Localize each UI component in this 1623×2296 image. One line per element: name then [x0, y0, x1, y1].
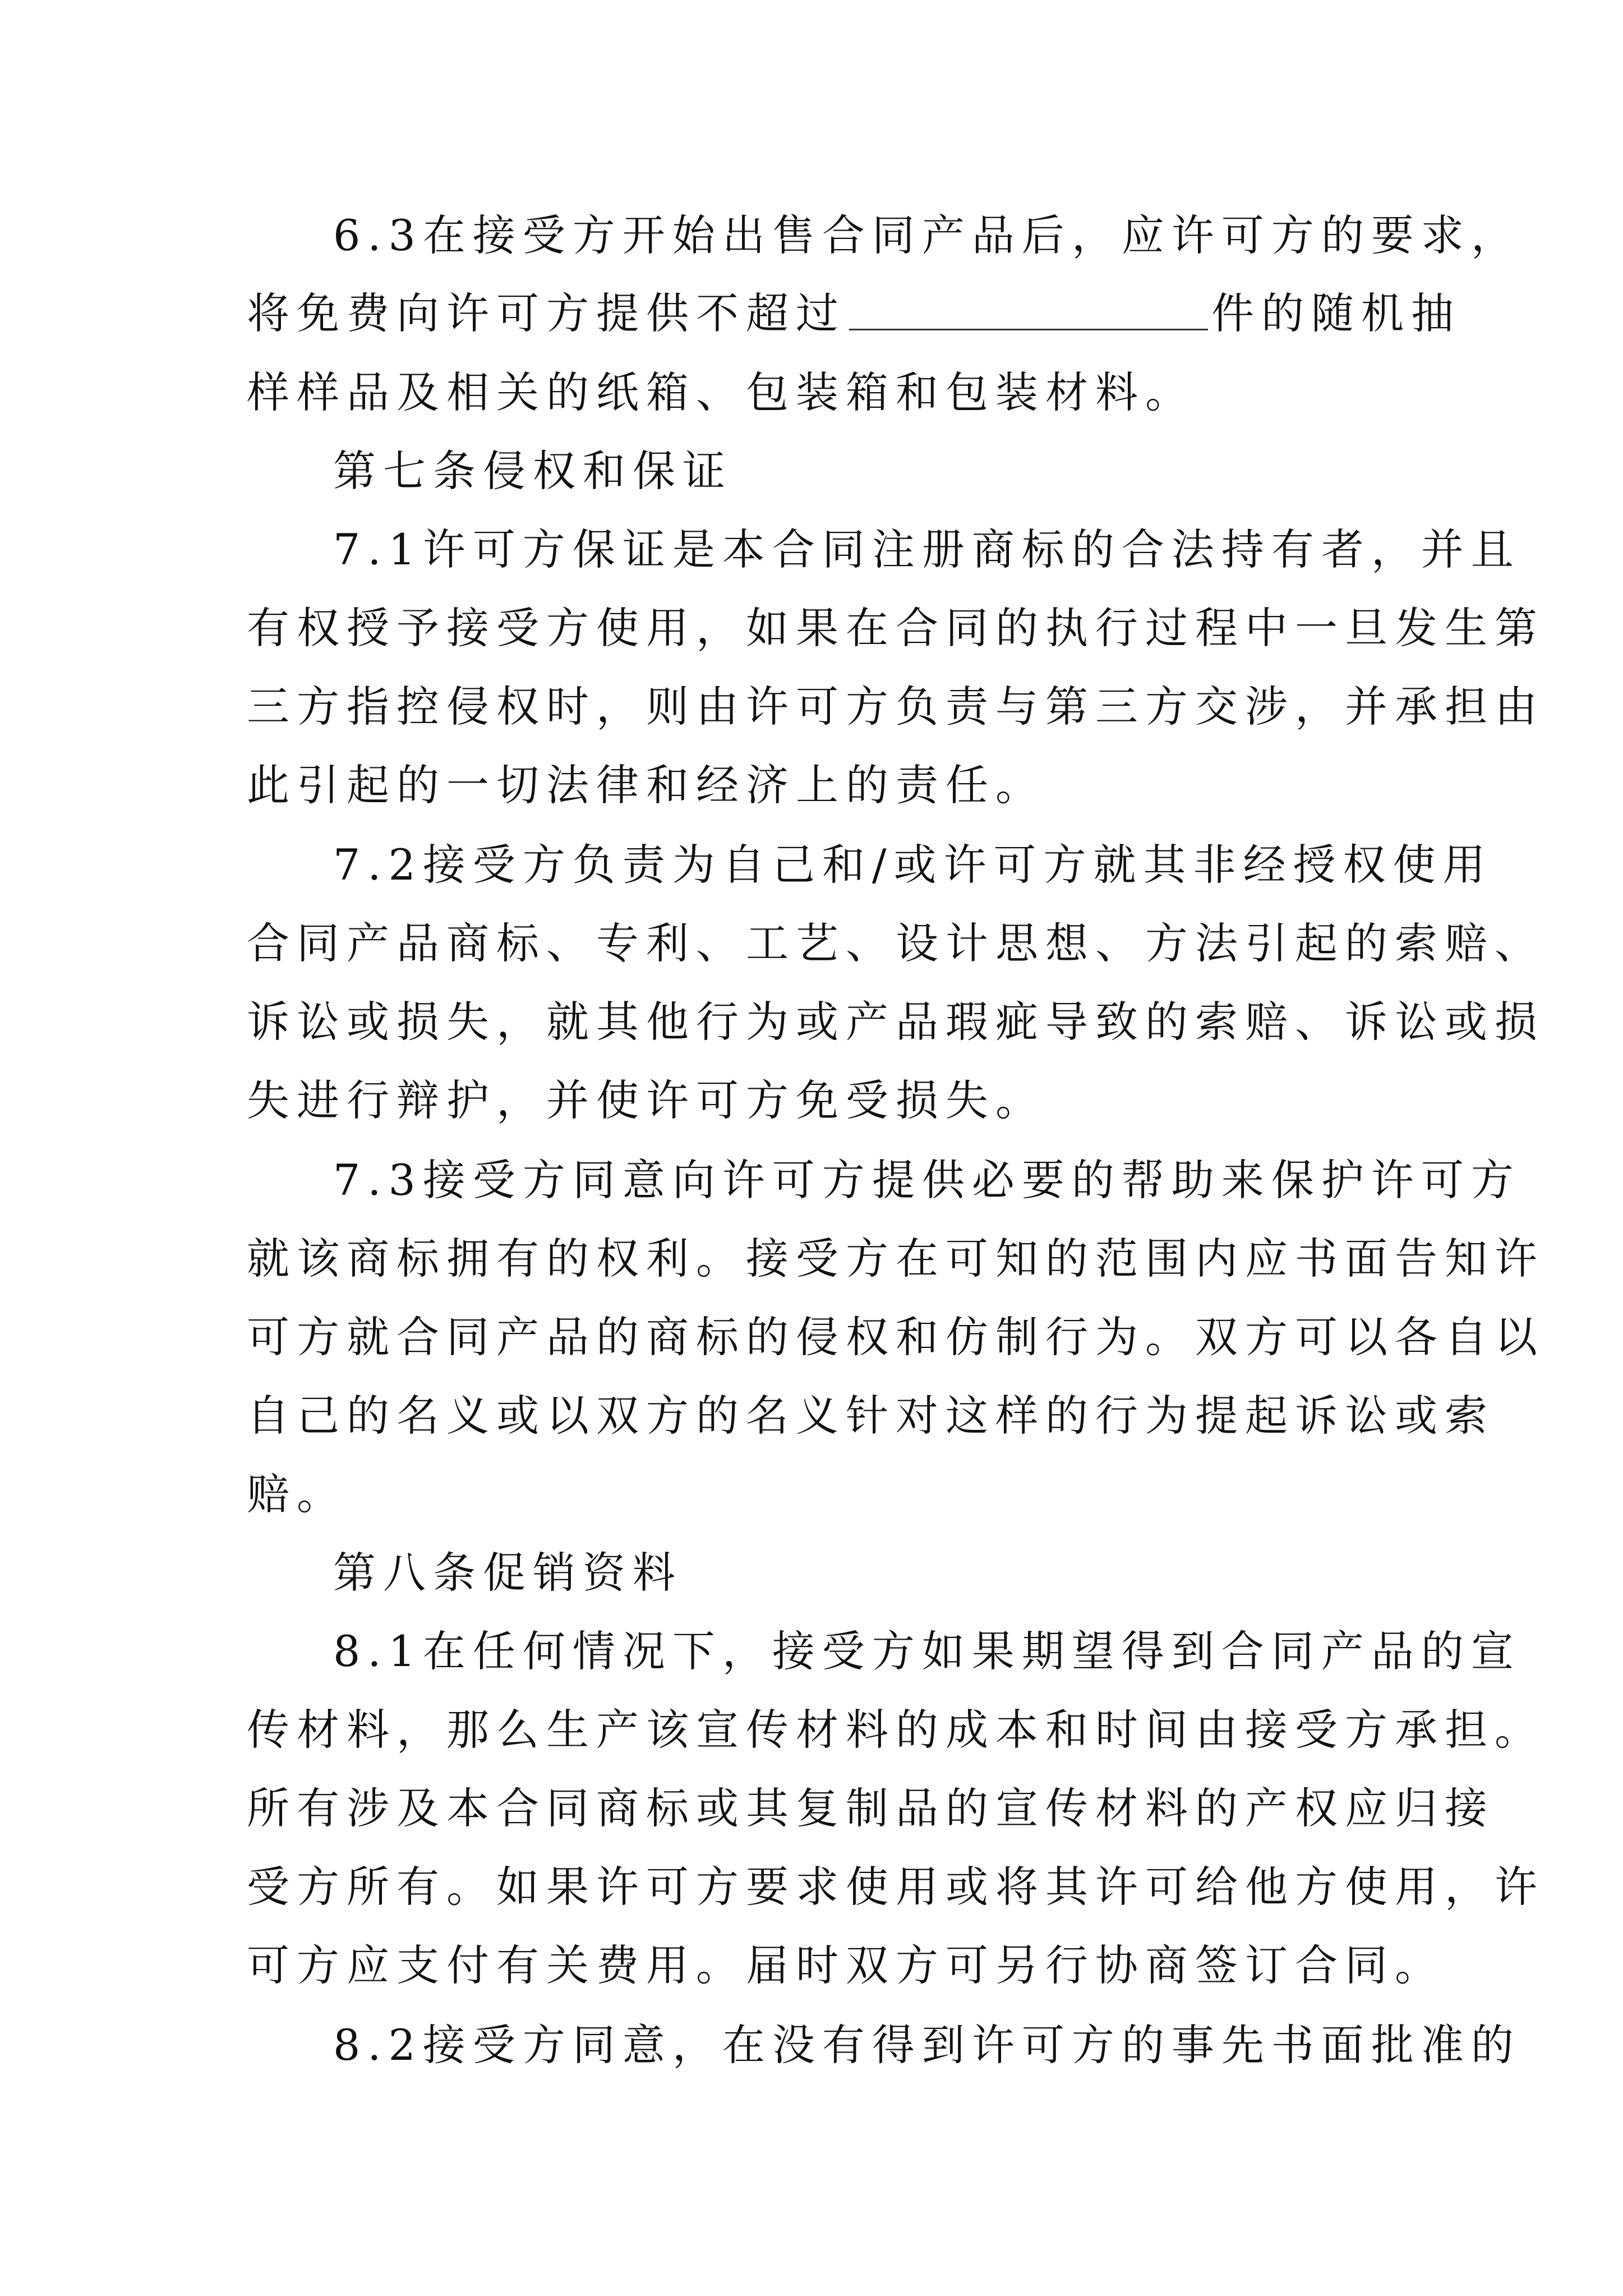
- clause-8-2-line-1: 8.2接受方同意，在没有得到许可方的事先书面批准的: [333, 2020, 1521, 2070]
- clause-6-3-line-2-suffix: 件的随机抽: [1211, 288, 1461, 338]
- clause-6-3-line-1: 6.3在接受方开始出售合同产品后，应许可方的要求，: [333, 210, 1521, 260]
- clause-8-1-line-2: 传材料，那么生产该宣传材料的成本和时间由接受方承担。: [247, 1705, 1544, 1755]
- clause-6-3-line-3: 样样品及相关的纸箱、包装箱和包装材料。: [247, 367, 1195, 417]
- clause-8-1-line-4: 受方所有。如果许可方要求使用或将其许可给他方使用，许: [247, 1862, 1544, 1912]
- clause-7-2-line-1: 7.2接受方负责为自己和/或许可方就其非经授权使用: [333, 840, 1493, 890]
- clause-7-1-line-3: 三方指控侵权时，则由许可方负责与第三方交涉，并承担由: [247, 682, 1544, 731]
- clause-7-3-line-2: 就该商标拥有的权利。接受方在可知的范围内应书面告知许: [247, 1234, 1544, 1283]
- clause-7-3-line-4: 自己的名义或以双方的名义针对这样的行为提起诉讼或索: [247, 1391, 1495, 1441]
- clause-8-1-line-1: 8.1在任何情况下，接受方如果期望得到合同产品的宣: [333, 1626, 1521, 1676]
- clause-7-2-line-2: 合同产品商标、专利、工艺、设计思想、方法引起的索赔、: [247, 918, 1544, 968]
- clause-7-2-line-3: 诉讼或损失，就其他行为或产品瑕疵导致的索赔、诉讼或损: [247, 997, 1544, 1047]
- clause-7-2-line-4: 失进行辩护，并使许可方免受损失。: [247, 1075, 1045, 1125]
- clause-7-1-line-4: 此引起的一切法律和经济上的责任。: [247, 760, 1045, 810]
- clause-8-1-line-5: 可方应支付有关费用。届时双方可另行协商签订合同。: [247, 1940, 1445, 1990]
- quantity-blank-field: [849, 289, 1208, 330]
- clause-7-3-line-3: 可方就合同产品的商标的侵权和仿制行为。双方可以各自以: [247, 1312, 1544, 1362]
- clause-7-1-line-1: 7.1许可方保证是本合同注册商标的合法持有者，并且: [333, 524, 1521, 574]
- clause-8-1-line-3: 所有涉及本合同商标或其复制品的宣传材料的产权应归接: [247, 1783, 1495, 1833]
- clause-6-3-line-2-text: 将免费向许可方提供不超过: [247, 288, 846, 338]
- clause-7-3-line-1: 7.3接受方同意向许可方提供必要的帮助来保护许可方: [333, 1155, 1521, 1205]
- clause-6-3-line-2: [247, 286, 1461, 342]
- clause-7-1-line-2: 有权授予接受方使用，如果在合同的执行过程中一旦发生第: [247, 603, 1544, 653]
- article-8-heading: 第八条促销资料: [333, 1548, 683, 1598]
- article-7-heading: 第七条侵权和保证: [333, 446, 732, 496]
- clause-7-3-line-5: 赔。: [247, 1469, 347, 1519]
